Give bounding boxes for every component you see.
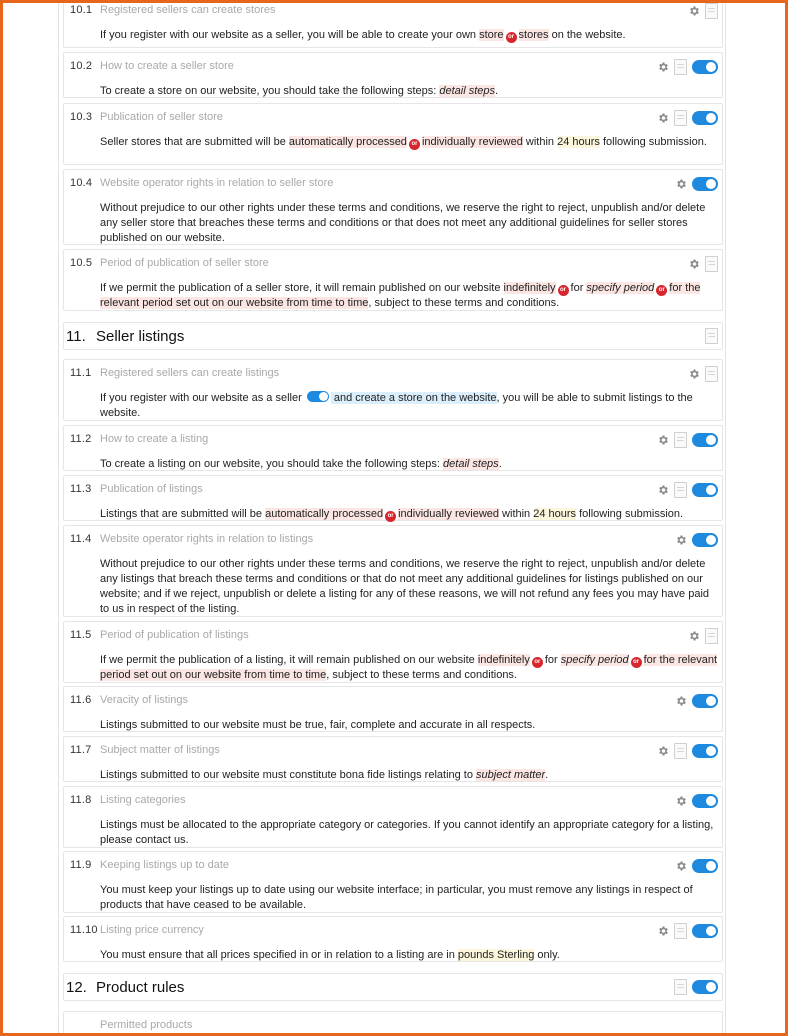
- clause-title: Publication of listings: [100, 483, 203, 495]
- highlighted-text[interactable]: stores: [518, 29, 549, 41]
- clause-title: How to create a seller store: [100, 60, 234, 72]
- clause-body: [100, 135, 720, 150]
- document-page: [58, 0, 726, 1036]
- clause-11-10: [63, 916, 723, 962]
- clause-body: [100, 653, 720, 683]
- clause-11-6: [63, 686, 723, 732]
- clause-body: [100, 84, 720, 99]
- clause-title: Subject matter of listings: [100, 744, 220, 756]
- section-controls: [674, 978, 718, 996]
- document-icon[interactable]: [705, 628, 718, 644]
- clause-controls: [688, 365, 718, 383]
- section-controls: [705, 327, 718, 345]
- clause-10-4: [63, 169, 723, 245]
- clause-text: for: [570, 282, 587, 294]
- gear-icon[interactable]: [657, 112, 669, 124]
- clause-title: Keeping listings up to date: [100, 859, 230, 871]
- clause-text: Without prejudice to our other rights under these terms and conditions, we reserve the right to reject, unpublish and/or delete any listings that breach these terms and conditions or that do not meet any additional guidelines for listings published on our website; and if we reject, unpublish or delete a listing for any of these reasons, we will not refund any fees you may have paid to us in respect of the listing.: [100, 558, 710, 615]
- clause-11-1: [63, 359, 723, 421]
- clause-title: Veracity of listings: [100, 694, 189, 706]
- clause-toggle[interactable]: [692, 533, 718, 547]
- gear-icon[interactable]: [675, 795, 687, 807]
- clause-number: 11.2: [70, 433, 92, 445]
- clause-body: [100, 883, 720, 913]
- clause-text: on the website.: [548, 29, 626, 41]
- highlighted-text[interactable]: individually reviewed: [421, 136, 523, 148]
- clause-body: [100, 818, 720, 848]
- section-number: 11.: [66, 328, 86, 345]
- highlighted-text[interactable]: for the relevant period set out on our website from time to time: [100, 282, 701, 309]
- gear-icon[interactable]: [657, 925, 669, 937]
- clause-controls: [657, 58, 718, 76]
- gear-icon[interactable]: [675, 860, 687, 872]
- or-badge[interactable]: or: [409, 139, 420, 150]
- or-badge[interactable]: or: [506, 32, 517, 43]
- clause-controls: [657, 431, 718, 449]
- clause-number: 11.7: [70, 744, 92, 756]
- clause-text: within: [522, 136, 558, 148]
- clause-title: Listing price currency: [100, 924, 204, 936]
- clause-toggle[interactable]: [692, 924, 718, 938]
- clause-body: [100, 391, 720, 421]
- gear-icon[interactable]: [657, 61, 669, 73]
- clause-title: Publication of seller store: [100, 111, 223, 123]
- clause-controls: [657, 742, 718, 760]
- clause-11-3: [63, 475, 723, 521]
- section-number: 12.: [66, 979, 87, 996]
- document-icon[interactable]: [705, 3, 718, 19]
- clause-text: , you will be able to submit listings to the website.: [100, 392, 693, 419]
- or-badge[interactable]: or: [656, 285, 667, 296]
- gear-icon[interactable]: [675, 178, 687, 190]
- clause-text: To create a store on our website, you should take the following steps:: [100, 85, 440, 97]
- clause-title: Registered sellers can create listings: [100, 367, 280, 379]
- clause-12-1: [63, 1011, 723, 1036]
- section-12-header: [63, 973, 723, 1001]
- clause-toggle[interactable]: [692, 744, 718, 758]
- clause-text: .: [545, 769, 549, 781]
- clause-number: 11.1: [70, 367, 92, 379]
- clause-toggle[interactable]: [692, 60, 718, 74]
- document-icon[interactable]: [674, 923, 687, 939]
- clause-text: If we permit the publication of a seller store, it will remain published on our website: [100, 282, 504, 294]
- clause-text: You must ensure that all prices specified in or in relation to a listing are in: [100, 949, 458, 961]
- clause-controls: [675, 531, 718, 549]
- clause-text: If we permit the publication of a listing, it will remain published on our website: [100, 654, 478, 666]
- clause-number: 11.3: [70, 483, 92, 495]
- clause-text: .: [498, 458, 502, 470]
- gear-icon[interactable]: [688, 258, 700, 270]
- gear-icon[interactable]: [675, 695, 687, 707]
- gear-icon[interactable]: [657, 484, 669, 496]
- gear-icon[interactable]: [688, 630, 700, 642]
- document-icon[interactable]: [674, 59, 687, 75]
- clause-text: for: [544, 654, 561, 666]
- document-icon[interactable]: [705, 256, 718, 272]
- highlighted-text[interactable]: individually reviewed: [398, 508, 499, 520]
- clause-title: Website operator rights in relation to listings: [100, 533, 314, 545]
- clause-title: Website operator rights in relation to seller store: [100, 177, 334, 189]
- clause-number: 11.6: [70, 694, 92, 706]
- or-badge[interactable]: or: [532, 657, 543, 668]
- highlighted-text[interactable]: for the relevant period set out on our website from time to time: [100, 654, 717, 681]
- clause-number: 10.5: [70, 257, 93, 269]
- clause-title: Listing categories: [100, 794, 186, 806]
- clause-body: [100, 281, 720, 311]
- clause-text: You must keep your listings up to date using our website interface; in particular, you must remove any listings in respect of products that have ceased to be available.: [100, 884, 693, 911]
- clause-number: 11.5: [70, 629, 92, 641]
- clause-number: 10.3: [70, 111, 93, 123]
- clause-title: How to create a listing: [100, 433, 209, 445]
- clause-controls: [675, 175, 718, 193]
- clause-toggle[interactable]: [692, 794, 718, 808]
- clause-10-2: [63, 52, 723, 98]
- clause-controls: [688, 255, 718, 273]
- clause-text: Listings submitted to our website must be true, fair, complete and accurate in all respects.: [100, 719, 536, 731]
- clause-11-4: [63, 525, 723, 617]
- clause-number: 11.8: [70, 794, 92, 806]
- clause-body: [100, 948, 720, 963]
- clause-title: Period of publication of listings: [100, 629, 249, 641]
- clause-controls: [675, 857, 718, 875]
- clause-toggle[interactable]: [692, 433, 718, 447]
- section-toggle[interactable]: [692, 980, 718, 994]
- clause-10-3: [63, 103, 723, 165]
- gear-icon[interactable]: [675, 534, 687, 546]
- clause-11-2: [63, 425, 723, 471]
- gear-icon[interactable]: [688, 5, 700, 17]
- clause-toggle[interactable]: [692, 694, 718, 708]
- clause-toggle[interactable]: [692, 859, 718, 873]
- clause-number: 11.4: [70, 533, 92, 545]
- clause-text: To create a listing on our website, you should take the following steps:: [100, 458, 444, 470]
- clause-controls: [657, 481, 718, 499]
- clause-title: Permitted products: [100, 1019, 193, 1031]
- clause-10-1: [63, 0, 723, 48]
- highlighted-text[interactable]: automatically processed: [265, 508, 384, 520]
- clause-11-9: [63, 851, 723, 913]
- clause-toggle[interactable]: [692, 483, 718, 497]
- clause-11-5: [63, 621, 723, 683]
- document-icon[interactable]: [674, 979, 687, 995]
- inline-toggle[interactable]: [307, 391, 329, 402]
- highlighted-text[interactable]: detail steps: [443, 458, 499, 470]
- highlighted-text[interactable]: specify period: [560, 654, 629, 666]
- highlighted-text[interactable]: indefinitely: [477, 654, 530, 666]
- clause-title: Period of publication of seller store: [100, 257, 269, 269]
- clause-controls: [675, 692, 718, 710]
- clause-text: Listings submitted to our website must constitute bona fide listings relating to: [100, 769, 477, 781]
- clause-body: [100, 28, 720, 43]
- clause-text: only.: [534, 949, 560, 961]
- clause-toggle[interactable]: [692, 177, 718, 191]
- clause-body: [100, 557, 720, 617]
- clause-body: [100, 768, 720, 783]
- clause-controls: [688, 2, 718, 20]
- section-11-header: [63, 322, 723, 350]
- clause-text: Seller stores that are submitted will be: [100, 136, 289, 148]
- clause-text: If you register with our website as a seller, you will be able to create your own: [100, 29, 480, 41]
- clause-11-7: [63, 736, 723, 782]
- section-title: Seller listings: [96, 328, 185, 345]
- clause-text: following submission.: [599, 136, 707, 148]
- highlighted-text[interactable]: pounds Sterling: [457, 949, 535, 961]
- clause-11-8: [63, 786, 723, 848]
- or-badge[interactable]: or: [631, 657, 642, 668]
- clause-text: If you register with our website as a seller: [100, 392, 305, 404]
- or-badge[interactable]: or: [385, 511, 396, 522]
- clause-title: Registered sellers can create stores: [100, 4, 276, 16]
- clause-text: .: [495, 85, 499, 97]
- document-icon[interactable]: [674, 482, 687, 498]
- document-icon[interactable]: [674, 743, 687, 759]
- clause-number: 11.10: [70, 924, 98, 936]
- clause-text: Listings must be allocated to the appropriate category or categories. If you cannot identify an appropriate category for a listing, please contact us.: [100, 819, 714, 846]
- highlighted-text[interactable]: 24 hours: [557, 136, 600, 148]
- highlighted-text[interactable]: indefinitely: [503, 282, 556, 294]
- highlighted-text[interactable]: detail steps: [439, 85, 496, 97]
- highlighted-text[interactable]: store: [479, 29, 504, 41]
- clause-controls: [675, 792, 718, 810]
- clause-text: , subject to these terms and conditions.: [326, 669, 517, 681]
- document-icon[interactable]: [674, 432, 687, 448]
- or-badge[interactable]: or: [558, 285, 569, 296]
- clause-body: [100, 457, 720, 472]
- clause-body: [100, 718, 720, 733]
- clause-number: 11.9: [70, 859, 92, 871]
- section-title: Product rules: [96, 979, 185, 996]
- clause-number: 10.4: [70, 177, 93, 189]
- clause-text: within: [499, 508, 534, 520]
- clause-controls: [657, 922, 718, 940]
- document-icon[interactable]: [705, 366, 718, 382]
- clause-text: Listings that are submitted will be: [100, 508, 266, 520]
- document-icon[interactable]: [705, 328, 718, 344]
- clause-body: [100, 201, 720, 246]
- highlighted-text[interactable]: subject matter: [476, 769, 546, 781]
- highlighted-text[interactable]: automatically processed: [288, 136, 407, 148]
- clause-controls: [657, 109, 718, 127]
- clause-10-5: [63, 249, 723, 311]
- clause-number: 10.1: [70, 4, 93, 16]
- clause-number: 10.2: [70, 60, 93, 72]
- highlighted-text[interactable]: 24 hours: [533, 508, 577, 520]
- gear-icon[interactable]: [657, 434, 669, 446]
- document-icon[interactable]: [674, 110, 687, 126]
- highlighted-text[interactable]: specify period: [586, 282, 655, 294]
- clause-controls: [688, 627, 718, 645]
- gear-icon[interactable]: [688, 368, 700, 380]
- highlighted-text[interactable]: and create a store on the website: [330, 392, 497, 404]
- clause-toggle[interactable]: [692, 111, 718, 125]
- gear-icon[interactable]: [657, 745, 669, 757]
- clause-text: Without prejudice to our other rights under these terms and conditions, we reserve the right to reject, unpublish and/or delete any seller store that breaches these terms and conditions or that does not meet any additional guidelines for seller stores published on our website.: [100, 202, 706, 244]
- clause-body: [100, 507, 720, 522]
- clause-text: following submission.: [576, 508, 684, 520]
- clause-text: , subject to these terms and conditions.: [368, 297, 560, 309]
